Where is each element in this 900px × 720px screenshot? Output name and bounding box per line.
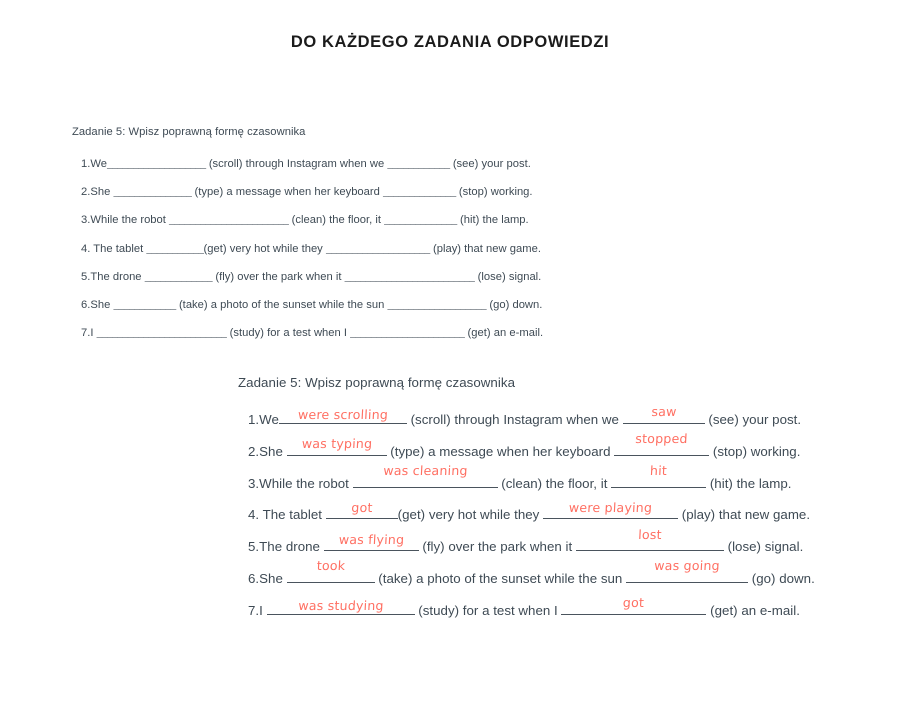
question-text-part-1: I xyxy=(259,602,267,618)
question-number: 6. xyxy=(248,570,260,586)
question-text-part-1|p1: I xyxy=(90,327,97,340)
question-number: 5. xyxy=(248,539,260,555)
handwritten-answer-text: got xyxy=(622,595,646,611)
filled-answer-blank[interactable] xyxy=(561,595,706,615)
filled-answer-blank[interactable] xyxy=(614,431,709,456)
filled-answer-blank[interactable] xyxy=(576,526,724,551)
answer-blank|blank2[interactable]: ______________ xyxy=(384,214,457,227)
handwritten-answer-text: took xyxy=(315,558,346,574)
question-number|num: 7. xyxy=(81,327,91,340)
answer-blank|blank2[interactable]: ____________________ xyxy=(325,242,430,255)
question-text-part-1: While the robot xyxy=(259,475,353,491)
answer-blank|blank1[interactable]: _____________ xyxy=(144,270,213,283)
answer-blank|blank2[interactable]: ______________ xyxy=(383,186,456,199)
question-number|num: 2. xyxy=(81,186,91,199)
question-row xyxy=(238,463,898,491)
question-text-part-3: (lose) signal. xyxy=(723,539,804,555)
question-text-part-2: (scroll) through Instagram when we xyxy=(406,412,623,427)
handwritten-answer-text: were scrolling xyxy=(297,407,389,423)
handwritten-answer-text: was studying xyxy=(297,598,384,614)
question-number: 2. xyxy=(248,443,260,459)
question-text-part-2: (type) a message when her keyboard xyxy=(386,443,615,459)
question-text-part-2: (take) a photo of the sunset while the sun xyxy=(374,570,627,586)
question-text-part-2: (clean) the floor, it xyxy=(497,475,612,491)
question-text-part-1: The tablet xyxy=(259,507,326,523)
question-row xyxy=(72,244,832,255)
question-row xyxy=(238,499,898,523)
question-text-part-3: (see) your post. xyxy=(704,412,802,427)
filled-answer-blank[interactable] xyxy=(623,404,705,424)
question-row xyxy=(72,328,832,339)
answered-question-list xyxy=(238,404,898,618)
question-text-part-1|p1: She xyxy=(90,186,114,199)
question-text-part-3|p3: (play) that new game. xyxy=(429,242,541,255)
question-text-part-3: (stop) working. xyxy=(709,443,801,459)
question-text-part-3|p3: (stop) working. xyxy=(455,186,533,199)
question-number: 1. xyxy=(248,412,260,427)
question-text-part-2|p2: (take) a photo of the sunset while the sun xyxy=(175,299,388,312)
answered-exercise-section xyxy=(238,375,898,636)
answer-blank|blank1[interactable]: _______________ xyxy=(113,186,192,199)
question-row xyxy=(72,187,832,198)
question-row xyxy=(72,300,832,311)
filled-answer-blank[interactable] xyxy=(279,407,407,424)
filled-answer-blank[interactable] xyxy=(287,558,375,583)
blank-question-list xyxy=(72,159,832,339)
handwritten-answer-text: saw xyxy=(650,404,677,420)
question-number|num: 3. xyxy=(81,214,91,227)
answer-blank|blank2[interactable]: ______________________ xyxy=(350,327,465,340)
question-text-part-1: The drone xyxy=(259,539,324,555)
question-row xyxy=(238,404,898,427)
question-row xyxy=(72,159,832,170)
question-text-part-2|p2: (study) for a test when I xyxy=(226,327,351,340)
question-number|num: 4. xyxy=(81,242,91,255)
question-text-part-1|p1: We xyxy=(90,158,107,170)
question-row xyxy=(238,595,898,618)
question-number: 3. xyxy=(248,475,260,491)
question-number|num: 6. xyxy=(81,299,91,312)
page-title: DO KAŻDEGO ZADANIA ODPOWIEDZI xyxy=(290,33,610,51)
question-row xyxy=(238,431,898,459)
filled-answer-blank[interactable] xyxy=(326,499,398,519)
question-number: 4. xyxy=(248,507,260,523)
answer-blank|blank1[interactable]: ___________ xyxy=(146,242,204,255)
question-text-part-2: (study) for a test when I xyxy=(414,602,562,618)
question-text-part-3|p3: (lose) signal. xyxy=(474,270,542,283)
question-text-part-2: (get) very hot while they xyxy=(397,507,544,523)
answer-blank|blank2[interactable]: ___________________ xyxy=(387,299,487,312)
question-text-part-2: (fly) over the park when it xyxy=(418,539,576,555)
answer-blank|blank1[interactable]: _________________________ xyxy=(96,327,227,340)
filled-answer-blank[interactable] xyxy=(287,436,387,456)
question-text-part-3|p3: (see) your post. xyxy=(449,158,531,170)
question-row xyxy=(72,215,832,226)
handwritten-answer-text: was cleaning xyxy=(382,463,468,478)
question-text-part-3|p3: (go) down. xyxy=(486,299,543,312)
question-row xyxy=(238,558,898,586)
question-text-part-2|p2: (fly) over the park when it xyxy=(212,270,345,283)
question-text-part-2|p2: (type) a message when her keyboard xyxy=(191,186,384,199)
blank-exercise-section xyxy=(72,126,832,356)
filled-answer-blank[interactable] xyxy=(543,499,678,519)
answer-blank|blank1[interactable]: ____________ xyxy=(113,299,176,312)
question-number|num: 5. xyxy=(81,270,91,283)
handwritten-answer-text: lost xyxy=(637,526,663,542)
filled-answer-blank[interactable] xyxy=(353,463,498,488)
question-number|num: 1. xyxy=(81,158,91,170)
question-row xyxy=(238,526,898,555)
question-row xyxy=(72,272,832,283)
question-text-part-3: (play) that new game. xyxy=(678,507,811,523)
handwritten-answer-text: were playing xyxy=(568,499,653,515)
filled-answer-blank[interactable] xyxy=(324,531,419,551)
question-text-part-1|p1: While the robot xyxy=(90,214,170,227)
question-text-part-1|p1: She xyxy=(90,299,114,312)
question-text-part-3|p3: (hit) the lamp. xyxy=(456,214,529,227)
question-text-part-2|p2: (scroll) through Instagram when we xyxy=(205,158,388,170)
filled-answer-blank[interactable] xyxy=(626,558,748,583)
question-text-part-2|p2: (get) very hot while they xyxy=(203,242,326,255)
task-heading-answered: Zadanie 5: Wpisz poprawną formę czasownika xyxy=(238,375,516,390)
handwritten-answer-text: was going xyxy=(653,558,721,574)
question-text-part-1: We xyxy=(259,412,279,427)
question-text-part-3: (get) an e-mail. xyxy=(706,602,800,618)
answer-blank|blank2[interactable]: _________________________ xyxy=(344,270,475,283)
filled-answer-blank[interactable] xyxy=(611,463,706,488)
question-text-part-2|p2: (clean) the floor, it xyxy=(288,214,385,227)
question-text-part-1|p1: The drone xyxy=(90,270,145,283)
question-text-part-3|p3: (get) an e-mail. xyxy=(464,327,544,340)
question-text-part-1: She xyxy=(259,570,287,586)
answer-blank|blank1[interactable]: ___________________ xyxy=(107,158,206,170)
handwritten-answer-text: hit xyxy=(649,463,668,478)
handwritten-answer-text: got xyxy=(350,499,373,515)
handwritten-answer-text: was flying xyxy=(338,531,405,547)
handwritten-answer-text: stopped xyxy=(635,431,689,447)
answer-blank|blank2[interactable]: ____________ xyxy=(387,158,450,170)
filled-answer-blank[interactable] xyxy=(267,598,415,615)
question-number: 7. xyxy=(248,602,260,618)
question-text-part-3: (hit) the lamp. xyxy=(706,475,792,491)
question-text-part-1|p1: The tablet xyxy=(90,242,147,255)
question-text-part-1: She xyxy=(259,443,287,459)
answer-blank|blank1[interactable]: _______________________ xyxy=(169,214,289,227)
task-heading-blank: Zadanie 5: Wpisz poprawną formę czasownika xyxy=(72,126,306,138)
handwritten-answer-text: was typing xyxy=(300,436,373,452)
question-text-part-3: (go) down. xyxy=(748,570,815,586)
